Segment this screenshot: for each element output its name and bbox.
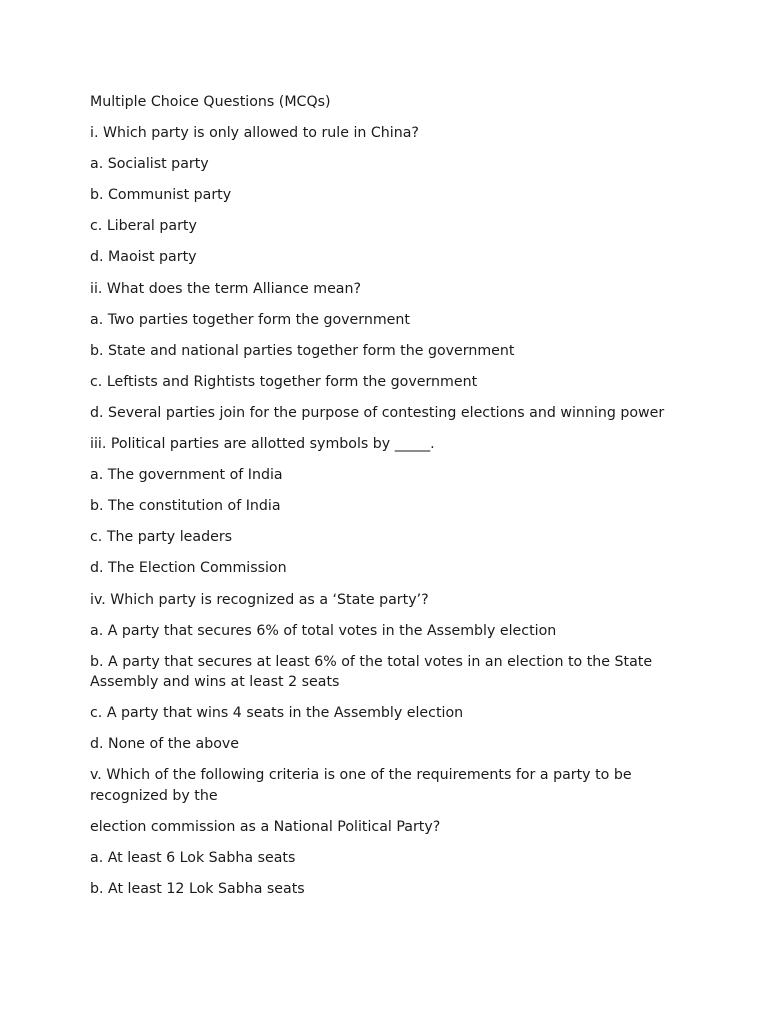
option-4d: d. None of the above	[90, 736, 240, 753]
option-3c: c. The party leaders	[90, 529, 233, 546]
option-2d: d. Several parties join for the purpose of contesting elections and winning power	[90, 404, 665, 421]
question-3: iii. Political parties are allotted symbols by _____.	[90, 436, 435, 453]
question-5-continued: election commission as a National Political Party?	[90, 819, 441, 836]
option-1b: b. Communist party	[90, 187, 232, 204]
option-5b: b. At least 12 Lok Sabha seats	[90, 881, 305, 898]
option-5a: a. At least 6 Lok Sabha seats	[90, 850, 296, 867]
option-1c: c. Liberal party	[90, 218, 197, 235]
option-2a: a. Two parties together form the government	[90, 311, 410, 328]
option-4b: b. A party that secures at least 6% of the total votes in an election to the State Assembly and wins at least 2 seats	[90, 653, 653, 691]
question-4: iv. Which party is recognized as a ‘State party’?	[90, 591, 429, 608]
question-2: ii. What does the term Alliance mean?	[90, 280, 362, 297]
option-2b: b. State and national parties together form the government	[90, 342, 515, 359]
question-1: i. Which party is only allowed to rule in China?	[90, 125, 419, 142]
option-3b: b. The constitution of India	[90, 498, 281, 515]
option-3a: a. The government of India	[90, 467, 283, 484]
option-1a: a. Socialist party	[90, 156, 209, 173]
document-page	[90, 92, 680, 910]
question-5: v. Which of the following criteria is one of the requirements for a party to be recognized by the	[90, 767, 632, 804]
option-2c: c. Leftists and Rightists together form the government	[90, 373, 478, 390]
option-4c: c. A party that wins 4 seats in the Assembly election	[90, 705, 464, 722]
document-title: Multiple Choice Questions (MCQs)	[90, 94, 331, 110]
option-4a: a. A party that secures 6% of total votes in the Assembly election	[90, 622, 557, 639]
option-1d: d. Maoist party	[90, 249, 197, 266]
option-3d: d. The Election Commission	[90, 560, 287, 577]
